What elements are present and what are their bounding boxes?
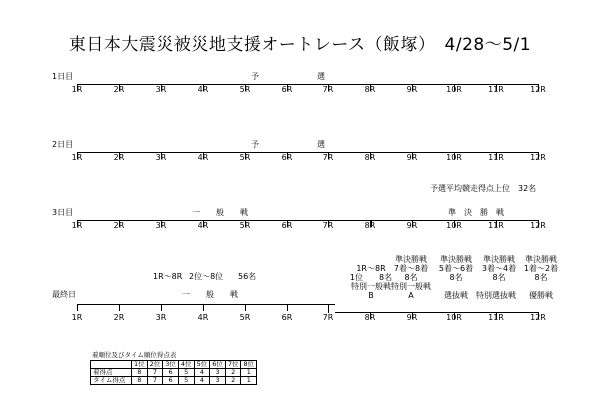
final-timeline-general: [77, 304, 335, 305]
race-label: 10R: [446, 221, 462, 230]
points-table: [90, 360, 257, 385]
day2-label: 2日目: [52, 140, 74, 149]
race-label: 4R: [197, 153, 209, 162]
points-header-cell: 5位: [194, 361, 210, 369]
race-label: 10R: [446, 313, 462, 322]
final-r8-line2: 1位 8名: [349, 273, 393, 282]
points-row-label: 着得点: [91, 369, 132, 377]
race-label: 3R: [155, 153, 167, 162]
points-cell: 8: [132, 369, 148, 377]
final-r11-line3: 8名: [492, 273, 506, 282]
race-label: 11R: [488, 221, 504, 230]
points-cell: 4: [194, 369, 210, 377]
race-label: 11R: [488, 85, 504, 94]
race-label: 1R: [71, 85, 83, 94]
race-label: 2R: [113, 313, 125, 322]
race-label: 8R: [364, 85, 376, 94]
race-label: 1R: [71, 153, 83, 162]
day2-timeline: [77, 152, 538, 153]
final-r11-line1: 準決勝戦: [483, 255, 515, 264]
final-r8-line3: 特別一般戦: [351, 282, 391, 291]
race-label: 2R: [113, 221, 125, 230]
points-row-label: タイム得点: [91, 377, 132, 385]
race-label: 1R: [71, 221, 83, 230]
race-tick: [203, 304, 204, 311]
race-label: 6R: [281, 221, 293, 230]
race-label: 11R: [488, 153, 504, 162]
final-note-count: 56名: [238, 272, 257, 281]
race-label: 4R: [197, 85, 209, 94]
points-cell: 1: [241, 369, 257, 377]
race-label: 5R: [239, 153, 251, 162]
race-label: 4R: [197, 221, 209, 230]
points-header-cell: 1位: [132, 361, 148, 369]
race-label: 6R: [281, 153, 293, 162]
day3-label: 3日目: [52, 208, 74, 217]
day1-label: 1日目: [52, 72, 74, 81]
race-label: 10R: [446, 153, 462, 162]
race-label: 9R: [406, 221, 418, 230]
points-header-cell: 4位: [178, 361, 194, 369]
points-cell: 6: [163, 369, 179, 377]
race-label: 7R: [322, 313, 334, 322]
points-table-title: 着順位及びタイム順位得点表: [92, 351, 177, 359]
race-label: 4R: [197, 313, 209, 322]
points-header-cell: 6位: [210, 361, 226, 369]
race-label: 2R: [113, 85, 125, 94]
race-label: 12R: [530, 85, 546, 94]
race-label: 7R: [322, 85, 334, 94]
points-cell: 2: [225, 369, 241, 377]
points-cell: 3: [210, 377, 226, 385]
race-label: 1R: [71, 313, 83, 322]
day2-segment-label: 予 選: [251, 140, 339, 149]
points-cell: 7: [147, 369, 163, 377]
final-day-label: 最終日: [52, 290, 76, 299]
day1-segment-label: 予 選: [251, 72, 339, 81]
race-label: 7R: [322, 153, 334, 162]
day3-timeline: [77, 220, 538, 221]
race-label: 8R: [364, 221, 376, 230]
final-r12-line2: 1着～2着: [523, 264, 559, 273]
race-label: 6R: [281, 85, 293, 94]
final-r8-line1: 1R～8R: [356, 264, 386, 273]
final-r9-line3: 8名: [404, 273, 418, 282]
race-label: 8R: [364, 153, 376, 162]
points-cell: 2: [225, 377, 241, 385]
final-r8-line4: B: [368, 291, 374, 300]
points-cell: 7: [147, 377, 163, 385]
points-cell: 6: [163, 377, 179, 385]
points-header-cell: 2位: [147, 361, 163, 369]
race-label: 3R: [155, 313, 167, 322]
race-label: 9R: [406, 85, 418, 94]
points-cell: 1: [241, 377, 257, 385]
race-label: 7R: [322, 221, 334, 230]
race-tick: [77, 304, 78, 311]
final-r10-line2: 5着～6着: [438, 264, 474, 273]
race-label: 3R: [155, 221, 167, 230]
final-r12-line4: 優勝戦: [529, 291, 553, 300]
race-label: 12R: [530, 153, 546, 162]
points-cell: 5: [178, 377, 194, 385]
final-timeline-step: [328, 304, 329, 313]
race-label: 2R: [113, 153, 125, 162]
final-r11-line2: 3着～4着: [481, 264, 517, 273]
final-r11-line4: 特別選抜戦: [476, 291, 516, 300]
race-label: 8R: [364, 313, 376, 322]
day3-note: 予選平均競走得点上位 32名: [430, 184, 537, 193]
points-cell: 8: [132, 377, 148, 385]
day3-segment-semifinal: 準 決 勝 戦: [448, 208, 504, 217]
race-label: 6R: [281, 313, 293, 322]
final-r9-line2: 7着～8着: [393, 264, 429, 273]
race-label: 9R: [406, 153, 418, 162]
race-label: 12R: [530, 221, 546, 230]
final-note-races: 1R～8R: [153, 272, 183, 281]
points-header-cell: 7位: [225, 361, 241, 369]
race-tick: [161, 304, 162, 311]
final-note-ranks: 2位～8位: [189, 272, 224, 281]
final-r9-line5: A: [408, 291, 414, 300]
points-cell: 3: [210, 369, 226, 377]
final-r12-line1: 準決勝戦: [525, 255, 557, 264]
final-r9-line4: 特別一般戦: [391, 282, 431, 291]
points-header-cell: 3位: [163, 361, 179, 369]
day1-timeline: [77, 84, 538, 85]
race-label: 5R: [239, 221, 251, 230]
final-r12-line3: 8名: [534, 273, 548, 282]
points-header-cell: 8位: [241, 361, 257, 369]
race-label: 5R: [239, 313, 251, 322]
race-label: 5R: [239, 85, 251, 94]
page-title: 東日本大震災被災地支援オートレース（飯塚） 4/28～5/1: [68, 35, 532, 55]
race-tick: [287, 304, 288, 311]
race-label: 3R: [155, 85, 167, 94]
race-tick: [245, 304, 246, 311]
final-r9-line1: 準決勝戦: [395, 255, 427, 264]
final-r10-line1: 準決勝戦: [440, 255, 472, 264]
points-row-time: [91, 377, 257, 385]
final-r10-line3: 8名: [449, 273, 463, 282]
race-label: 9R: [406, 313, 418, 322]
points-cell: 4: [194, 377, 210, 385]
day3-segment-general: 一 般 戦: [192, 208, 248, 217]
final-segment-general: 一 般 戦: [182, 290, 238, 299]
race-label: 12R: [530, 313, 546, 322]
race-label: 10R: [446, 85, 462, 94]
final-r10-line4: 選抜戦: [444, 291, 468, 300]
race-label: 11R: [488, 313, 504, 322]
race-tick: [119, 304, 120, 311]
points-cell: 5: [178, 369, 194, 377]
